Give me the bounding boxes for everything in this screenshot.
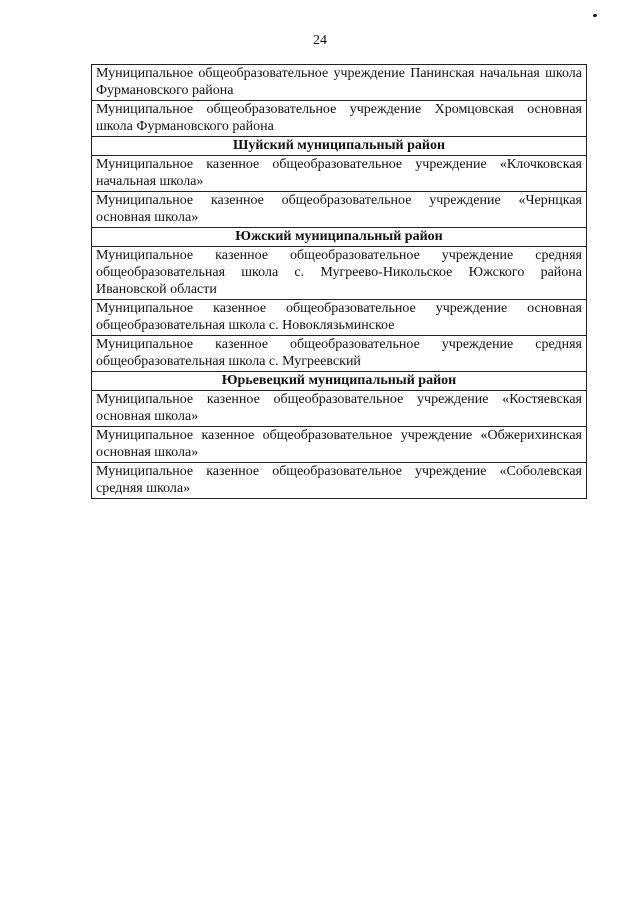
- table-row: [92, 192, 587, 228]
- school-entry: Муниципальное казенное общеобразовательное учреждение «Клочковская начальная школа»: [92, 156, 587, 192]
- school-entry: Муниципальное казенное общеобразовательное учреждение «Соболевская средняя школа»: [92, 463, 587, 499]
- table-row: [92, 156, 587, 192]
- school-entry: Муниципальное казенное общеобразовательное учреждение «Костяевская основная школа»: [92, 391, 587, 427]
- table-row: [92, 65, 587, 101]
- school-entry: Муниципальное общеобразовательное учреждение Панинская начальная школа Фурмановского района: [92, 65, 587, 101]
- table-row: [92, 463, 587, 499]
- school-entry: Муниципальное казенное общеобразовательное учреждение основная общеобразовательная школа с. Новоклязьминское: [92, 300, 587, 336]
- table-row: [92, 391, 587, 427]
- table-row: [92, 300, 587, 336]
- district-heading-row: [92, 228, 587, 247]
- district-heading-row: [92, 372, 587, 391]
- school-entry: Муниципальное общеобразовательное учреждение Хромцовская основная школа Фурмановского района: [92, 101, 587, 137]
- school-entry: Муниципальное казенное общеобразовательное учреждение средняя общеобразовательная школа с. Мугреевский: [92, 336, 587, 372]
- table-row: [92, 101, 587, 137]
- schools-table: [91, 64, 587, 499]
- district-heading-row: [92, 137, 587, 156]
- table-row: [92, 247, 587, 300]
- table-row: [92, 336, 587, 372]
- corner-ink-mark: [593, 13, 598, 17]
- page-number: 24: [313, 33, 327, 48]
- district-heading: Шуйский муниципальный район: [92, 137, 587, 156]
- table-row: [92, 427, 587, 463]
- school-entry: Муниципальное казенное общеобразовательное учреждение «Чернцкая основная школа»: [92, 192, 587, 228]
- school-entry: Муниципальное казенное общеобразовательное учреждение «Обжерихинская основная школа»: [92, 427, 587, 463]
- district-heading: Юрьевецкий муниципальный район: [92, 372, 587, 391]
- school-entry: Муниципальное казенное общеобразовательное учреждение средняя общеобразовательная школа с. Мугреево-Никольское Южского района Ивановской области: [92, 247, 587, 300]
- district-heading: Южский муниципальный район: [92, 228, 587, 247]
